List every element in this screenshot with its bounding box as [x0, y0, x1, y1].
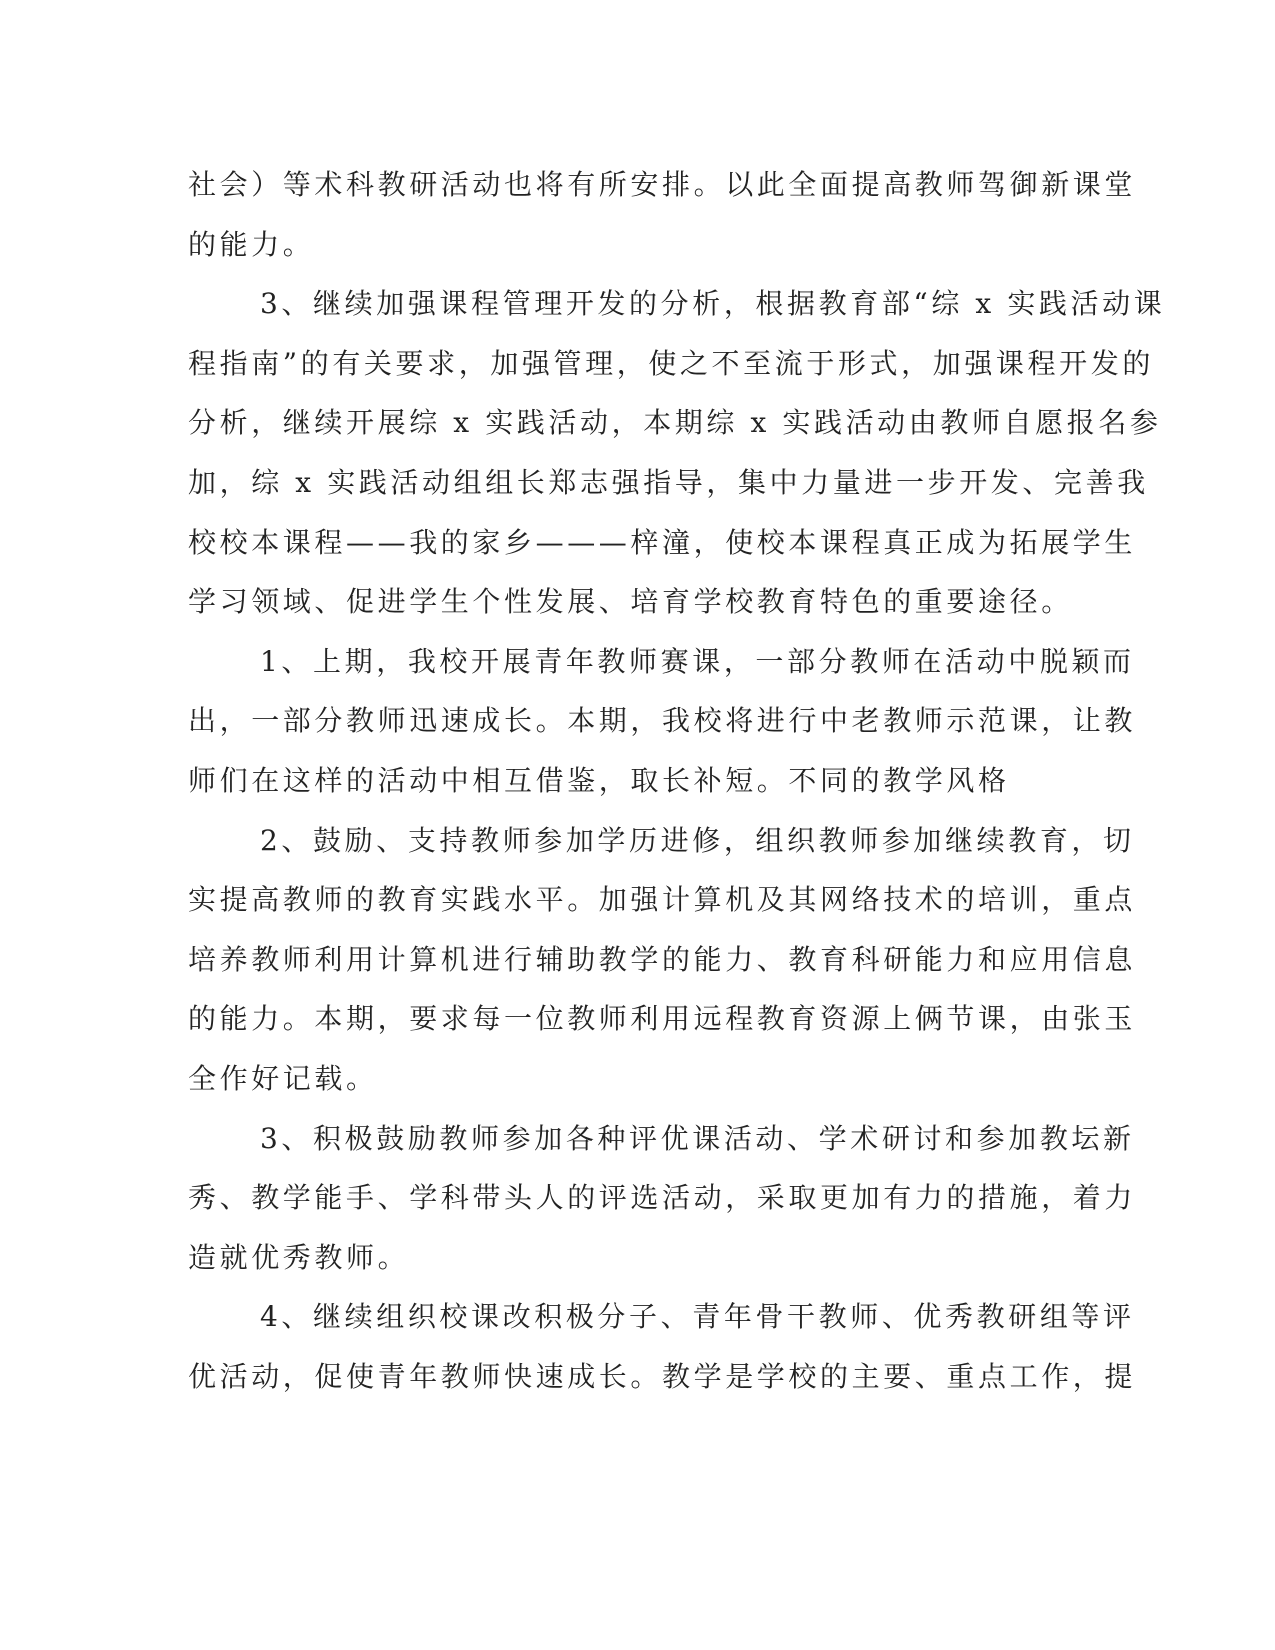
text-line: 秀、教学能手、学科带头人的评选活动，采取更加有力的措施，着力 [188, 1181, 1137, 1215]
text-line: 校校本课程——我的家乡———梓潼，使校本课程真正成为拓展学生 [188, 525, 1137, 559]
text-line: 优活动，促使青年教师快速成长。教学是学校的主要、重点工作，提 [188, 1359, 1137, 1393]
text-line: 1、上期，我校开展青年教师赛课，一部分教师在活动中脱颖而 [260, 644, 1135, 678]
paragraph-2 [188, 274, 1166, 632]
paragraph-3 [188, 632, 1137, 811]
text-line: 全作好记载。 [188, 1061, 378, 1095]
text-line: 实提高教师的教育实践水平。加强计算机及其网络技术的培训，重点 [188, 883, 1137, 917]
text-line: 的能力。本期，要求每一位教师利用远程教育资源上俩节课，由张玉 [188, 1002, 1137, 1036]
text-line: 4、继续组织校课改积极分子、青年骨干教师、优秀教研组等评 [260, 1300, 1135, 1334]
text-line: 造就优秀教师。 [188, 1240, 410, 1274]
text-line: 学习领域、促进学生个性发展、培育学校教育特色的重要途径。 [188, 585, 1073, 619]
text-line: 3、继续加强课程管理开发的分析，根据教育部“综 x 实践活动课 [260, 287, 1166, 321]
document-body [188, 155, 1166, 1406]
paragraph-5 [188, 1109, 1137, 1288]
text-line: 程指南”的有关要求，加强管理，使之不至流于形式，加强课程开发的 [188, 346, 1154, 380]
text-line: 2、鼓励、支持教师参加学历进修，组织教师参加继续教育，切 [260, 823, 1135, 857]
text-line: 3、积极鼓励教师参加各种评优课活动、学术研讨和参加教坛新 [260, 1121, 1135, 1155]
text-line: 的能力。 [188, 227, 315, 261]
text-line: 社会）等术科教研活动也将有所安排。以此全面提高教师驾御新课堂 [188, 168, 1137, 201]
text-line: 培养教师利用计算机进行辅助教学的能力、教育科研能力和应用信息 [188, 942, 1137, 976]
text-line: 加，综 x 实践活动组组长郑志强指导，集中力量进一步开发、完善我 [188, 465, 1149, 499]
paragraph-6 [188, 1287, 1137, 1406]
text-line: 出，一部分教师迅速成长。本期，我校将进行中老教师示范课，让教 [188, 704, 1137, 738]
paragraph-4 [188, 811, 1137, 1109]
text-line: 分析，继续开展综 x 实践活动，本期综 x 实践活动由教师自愿报名参 [188, 406, 1162, 440]
text-line: 师们在这样的活动中相互借鉴，取长补短。不同的教学风格 [188, 763, 1010, 797]
paragraph-1 [188, 155, 1137, 274]
